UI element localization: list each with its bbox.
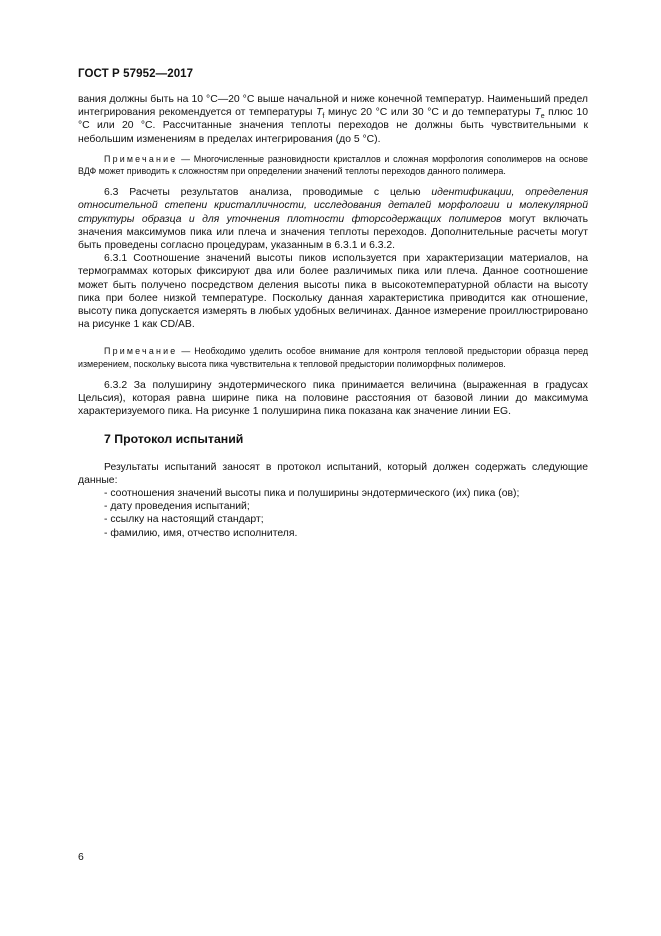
section-7-title: 7 Протокол испытаний [104,432,244,447]
paragraph-6-3 [78,186,588,252]
subscript-f: f [322,113,325,121]
variable-tf: T [316,107,323,119]
list-item: - фамилию, имя, отчество исполнителя. [104,527,588,540]
list-item: - дату проведения испытаний; [104,500,588,513]
paragraph-6-3-2: 6.3.2 За полуширину эндотермического пика принимается величина (выраженная в градусах Цельсия), которая равна ширине пика на половине расстояния от базовой линии до максимума характеризуемого пика. На рисунке 1 полуширина пика показана как значение линии EG. [78,379,588,418]
text-run: плюс 10 °С или 20 °С. Рассчитанные значения теплоты переходов не должны быть чувствительными к небольшим изменениям в пределах интегрирования (до 5 °С). [78,107,588,145]
note-text: — Необходимо уделить особое внимание для контроля тепловой предыстории образца перед измерением, поскольку высота пика чувствительна к тепловой предыстории полиморфных полимеров. [78,346,588,369]
paragraph-integration-limits [78,93,588,146]
text-run: минус 20 °С или 30 °С и до температуры [324,107,535,119]
page-number: 6 [78,852,84,863]
section-7-intro: Результаты испытаний заносят в протокол испытаний, который должен содержать следующие данные: [78,461,588,486]
note-1 [78,153,588,177]
text-run: могут включать значения максимумов пика или плеча и значения теплоты переходов. Дополнительные расчеты могут быть проведены согласно процедурам, указанным в 6.3.1 и 6.3.2. [78,213,588,252]
subscript-e: e [540,113,545,121]
variable-te: T [534,107,541,119]
document-body [78,93,588,540]
italic-text: идентификации, определения относительной степени кристалличности, исследования деталей морфологии и молекулярной структуры образца и для уточнения плотности фторсодержащих полимеров [78,187,588,225]
text-run: 6.3 Расчеты результатов анализа, проводимые с целью [104,187,432,199]
note-text: — Многочисленные разновидности кристаллов и сложная морфология сополимеров на основе ВДФ может приводить к сложностям при определении значений теплоты переходов данного полимера. [78,153,588,177]
note-2 [78,345,588,369]
note-label: Примечание [104,153,178,164]
note-label: Примечание [104,346,178,357]
list-item: - соотношения значений высоты пика и полуширины эндотермического (их) пика (ов); [104,487,588,500]
text-run: вания должны быть на 10 °С—20 °С выше начальной и ниже конечной температур. Наименьший предел интегрирования рекомендуется от температуры [78,94,588,119]
list-item: - ссылку на настоящий стандарт; [104,513,588,526]
document-header: ГОСТ Р 57952—2017 [78,68,194,80]
paragraph-6-3-1: 6.3.1 Соотношение значений высоты пиков используется при характеризации материалов, на термограммах которых фиксируют два или более различимых пика или плеча. Данное соотношение может быть получено посредством деления высоты пика в высокотемпературной области на высоту пика при более низкой температуре. Поскольку данная характеристика приводится как отношение, высоту пика допускается измерять в любых удобных величинах. Данное измерение проиллюстрировано на рисунке 1 как CD/AB. [78,253,588,331]
requirements-list [104,487,588,540]
